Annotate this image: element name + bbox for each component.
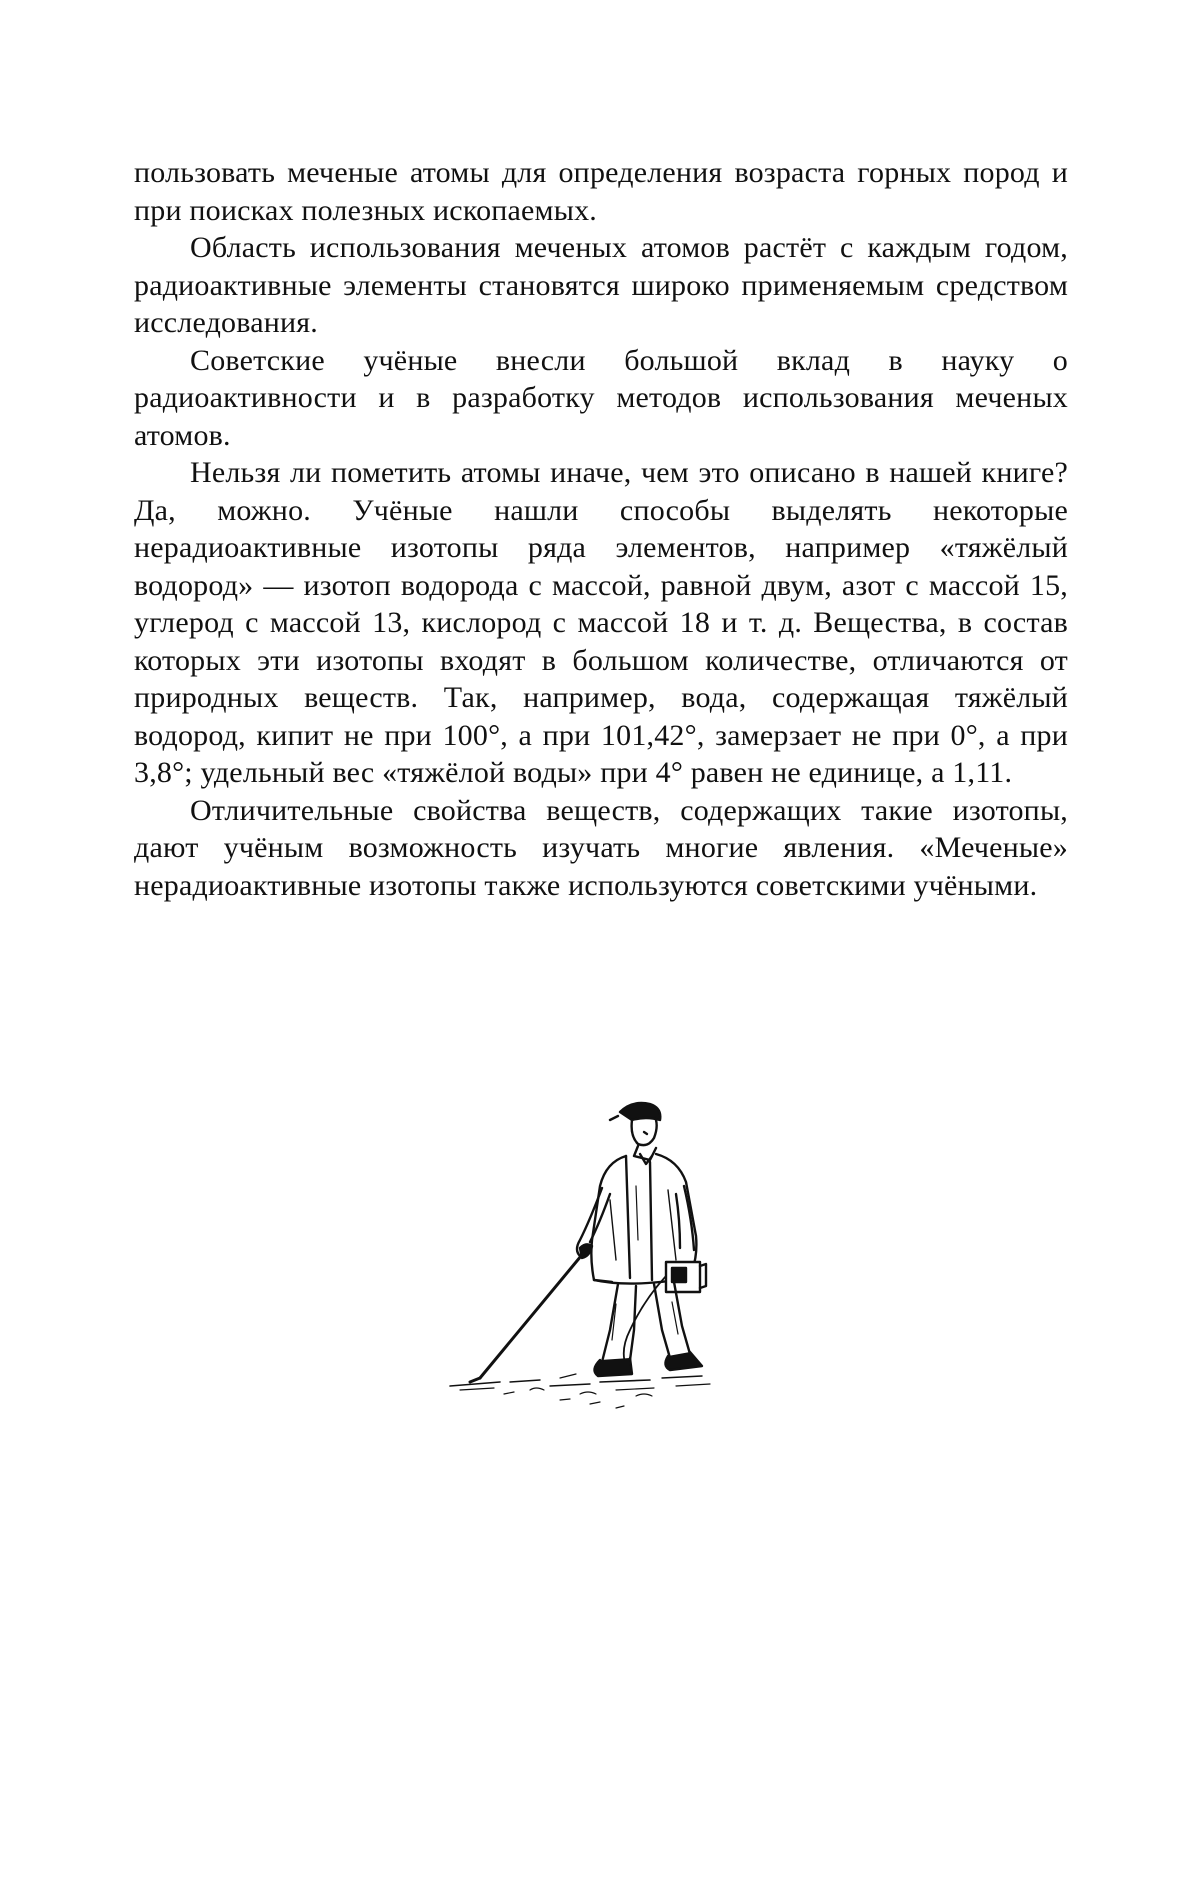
prospector-illustration [440,1090,760,1420]
paragraph-soviet-scientists: Советские учёные внесли большой вклад в науку о радиоактивности и в разработку методов использования меченых атомов. [134,343,1068,452]
paragraph-stable-isotopes: Нельзя ли пометить атомы иначе, чем это описано в нашей книге? Да, можно. Учёные нашли способы выделять некоторые нерадиоактивные изотопы ряда элементов, например «тяжёлый водород» — изотоп водорода с массой, равной двум, азот с массой 15, углерод с массой 13, кислород с массой 18 и т. д. Вещества, в состав которых эти изотопы входят в большом количестве, отличаются от природных веществ. Так, например, вода, содержащая тяжёлый водород, кипит не при 100°, а при 101,42°, замерзает не при 0°, а при 3,8°; удельный вес «тяжёлой воды» при 4° равен не единице, а 1,11. [134,456,1068,789]
prospector-drawing [440,1090,760,1420]
body-text [134,154,1068,904]
paragraph-continuation: пользовать меченые атомы для определения возраста горных пород и при поисках полезных ископаемых. [134,156,1068,227]
paragraph-usage-growth: Область использования меченых атомов растёт с каждым годом, радиоактивные элементы становятся широко применяемым средством исследования. [134,231,1068,339]
paragraph-isotope-properties: Отличительные свойства веществ, содержащих такие изотопы, дают учёным возможность изучать многие явления. «Меченые» нерадиоактивные изотопы также используются советскими учёными. [134,793,1068,902]
